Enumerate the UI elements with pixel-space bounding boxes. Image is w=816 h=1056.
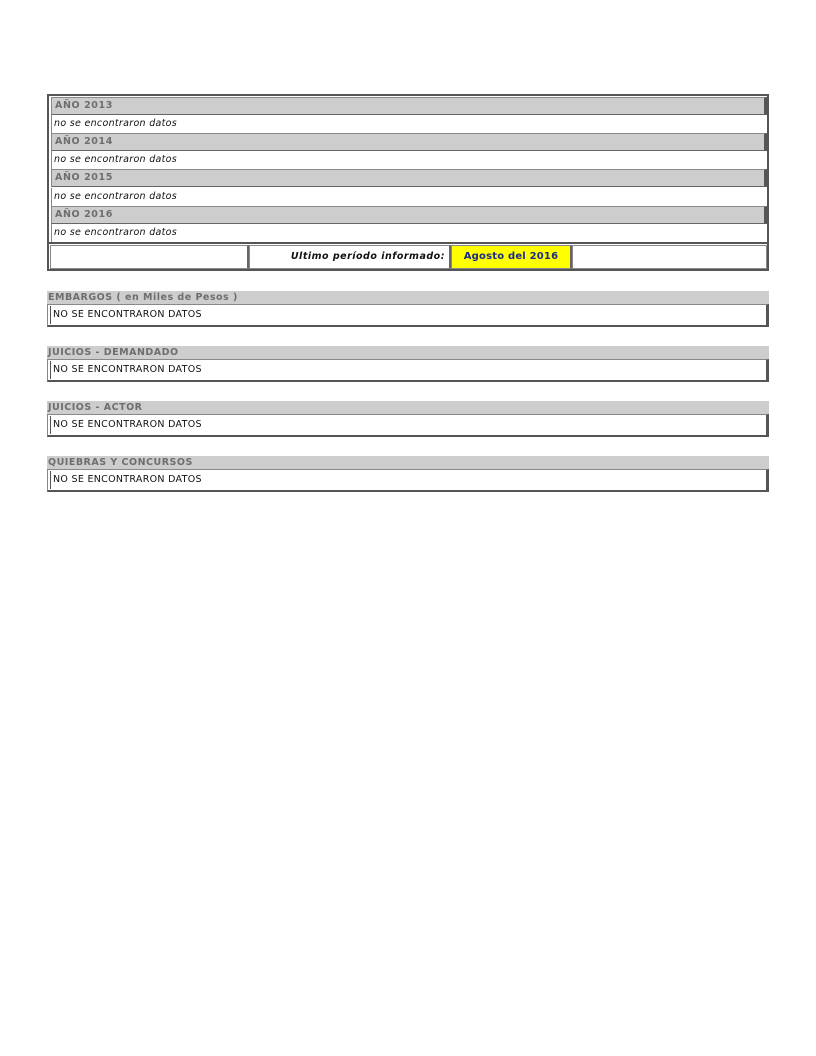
embargos-box	[47, 304, 769, 327]
juicios-demandado-no-data-message: NO SE ENCONTRARON DATOS	[50, 361, 202, 379]
quiebras-title: QUIEBRAS Y CONCURSOS	[47, 456, 769, 469]
juicios-demandado-title: JUICIOS - DEMANDADO	[47, 346, 769, 359]
quiebras-no-data-message: NO SE ENCONTRARON DATOS	[50, 471, 202, 489]
embargos-no-data-message: NO SE ENCONTRARON DATOS	[50, 306, 202, 324]
juicios-actor-box	[47, 414, 769, 437]
year-no-data-message: no se encontraron datos	[51, 115, 767, 133]
period-empty-cell	[50, 245, 249, 269]
embargos-title: EMBARGOS ( en Miles de Pesos )	[47, 291, 769, 304]
year-no-data-message: no se encontraron datos	[51, 224, 767, 242]
juicios-demandado-box	[47, 359, 769, 382]
period-row	[49, 242, 767, 269]
period-value: Agosto del 2016	[451, 245, 572, 269]
year-header: AÑO 2015	[51, 169, 767, 187]
year-no-data-message: no se encontraron datos	[51, 188, 767, 206]
year-header: AÑO 2016	[51, 206, 767, 224]
quiebras-box	[47, 469, 769, 492]
juicios-actor-no-data-message: NO SE ENCONTRARON DATOS	[50, 416, 202, 434]
year-header: AÑO 2013	[51, 97, 767, 115]
year-header: AÑO 2014	[51, 133, 767, 151]
period-empty-cell	[572, 245, 767, 269]
years-table	[47, 94, 769, 271]
period-label: Ultimo período informado:	[249, 245, 451, 269]
year-no-data-message: no se encontraron datos	[51, 151, 767, 169]
juicios-actor-title: JUICIOS - ACTOR	[47, 401, 769, 414]
